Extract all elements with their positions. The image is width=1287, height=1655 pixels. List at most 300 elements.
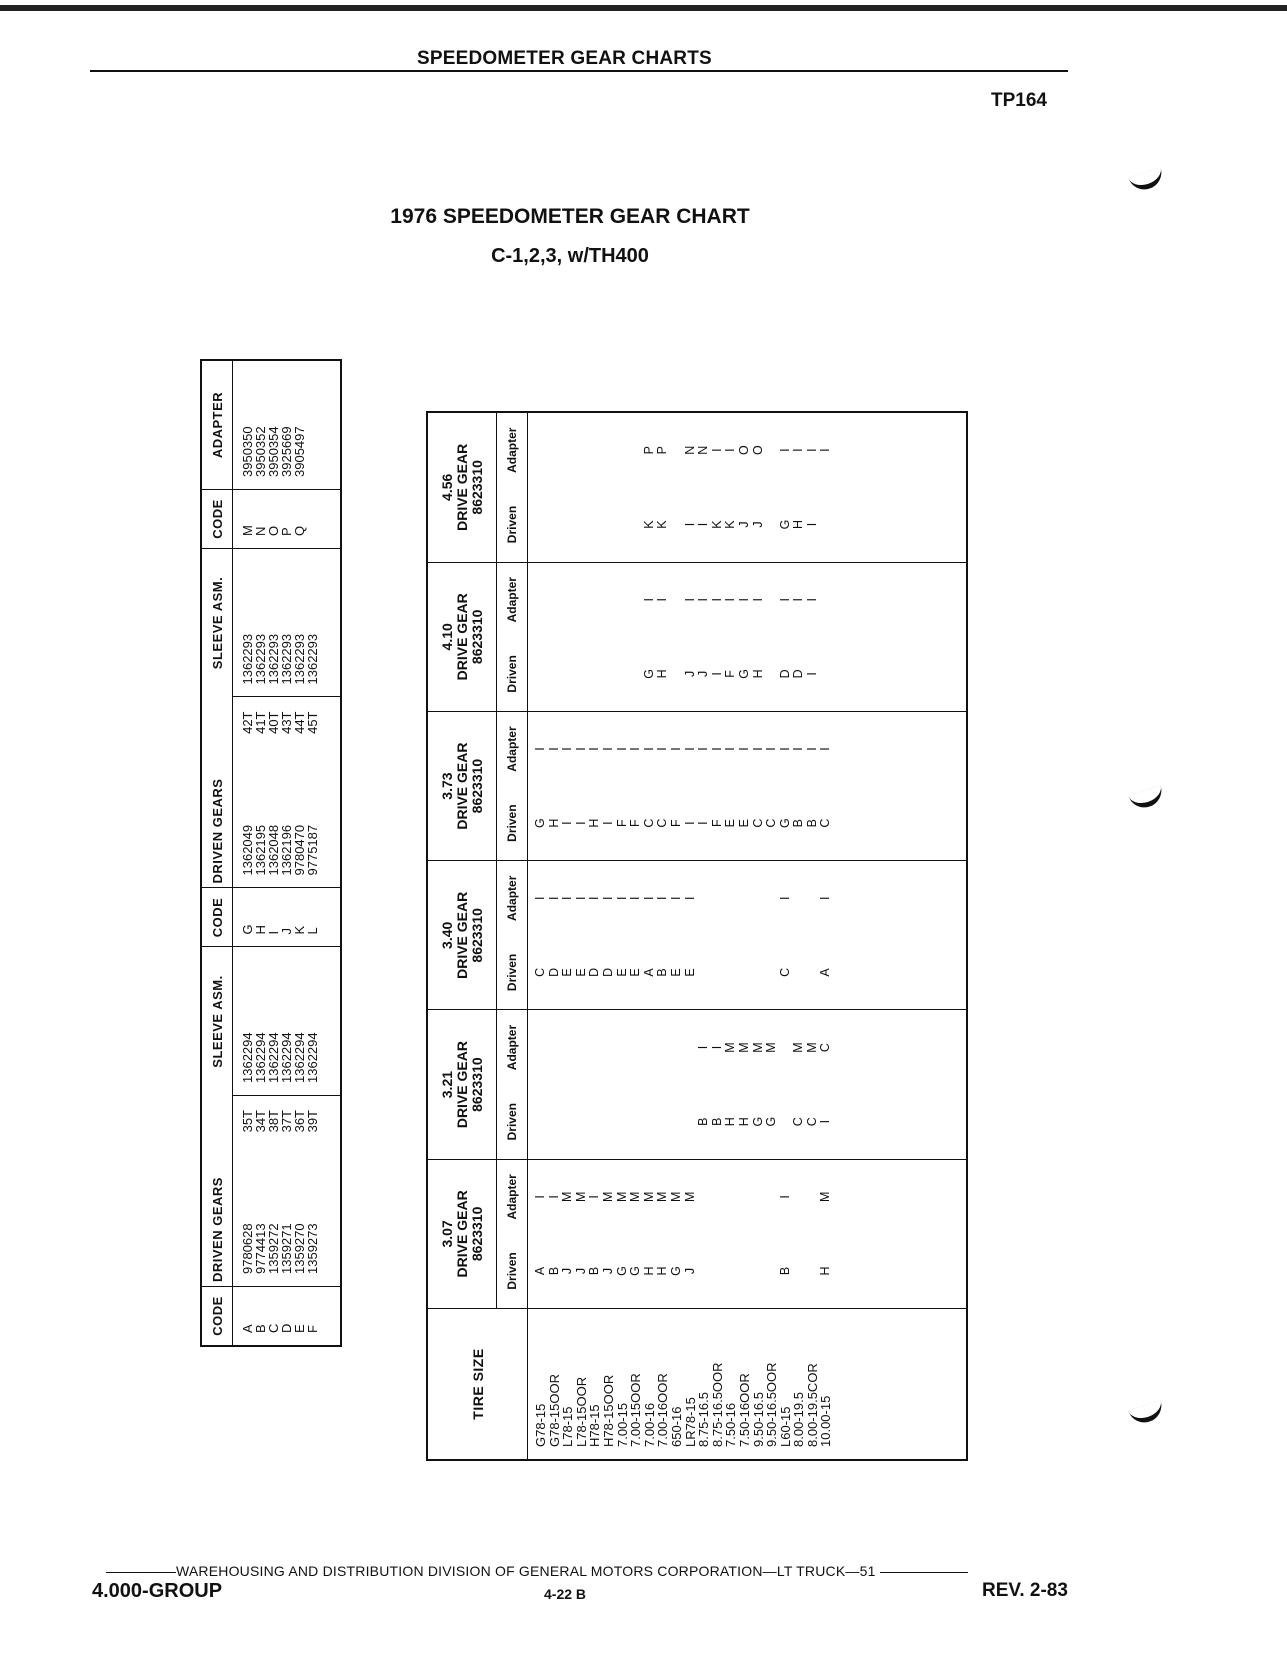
driven-code	[711, 1234, 725, 1308]
driven-code-list	[534, 637, 833, 711]
driven-code: C	[750, 818, 765, 828]
adapter-code-list	[534, 861, 833, 935]
driven-code	[561, 487, 575, 561]
adapter-code: I	[709, 598, 724, 602]
driven-code	[616, 637, 630, 711]
driven-code	[575, 637, 589, 711]
driven-code: C	[804, 1117, 819, 1127]
adapter-code: P	[655, 446, 670, 455]
adapter-code	[602, 563, 616, 637]
tire-size: 8.00-19.5	[791, 1392, 807, 1447]
adapter-code: I	[600, 747, 615, 751]
driven-code: J	[600, 1267, 615, 1275]
driven-code	[684, 1085, 698, 1159]
ratio-header: 4.10 DRIVE GEAR 8623310	[427, 562, 497, 711]
adapter-code: N	[682, 445, 697, 455]
driven-code: H	[791, 520, 806, 530]
adapter-code	[588, 413, 602, 487]
adapter-code: I	[750, 747, 765, 751]
tire-size: 10.00-15	[818, 1395, 834, 1447]
adapter-code: I	[614, 896, 629, 901]
tire-size: LR78-15	[682, 1397, 698, 1447]
adapter-code: I	[587, 896, 602, 901]
header-rule	[90, 70, 1068, 72]
driven-code: E	[560, 968, 575, 977]
tire-size: G78-15OOR	[546, 1374, 562, 1447]
adapter-code: M	[655, 1191, 670, 1203]
adapter-code	[656, 1010, 670, 1084]
adapter-code	[765, 413, 779, 487]
driven-code	[738, 935, 752, 1009]
binder-hole-mark	[1128, 167, 1166, 194]
adapter-code: I	[533, 896, 547, 901]
sub-header: DrivenAdapter	[497, 562, 528, 711]
adapter-code: I	[641, 747, 656, 751]
adapter-code	[724, 1160, 738, 1234]
driven-code: A	[641, 968, 656, 977]
driven-code	[575, 487, 589, 561]
driven-code	[792, 935, 806, 1009]
driven-code: C	[764, 818, 779, 828]
driven-code	[548, 637, 562, 711]
tire-size: G78-15	[533, 1403, 548, 1447]
adapter-code: I	[546, 896, 561, 901]
adapter-code: I	[777, 1195, 792, 1199]
driven-code: K	[641, 520, 656, 529]
col-header: DRIVEN GEARS	[201, 1096, 233, 1287]
driven-code	[779, 1085, 793, 1159]
adapter-code	[561, 563, 575, 637]
driven-code: B	[655, 968, 670, 977]
driven-code	[548, 1085, 562, 1159]
tire-size: 8.75-16.5OOR	[709, 1362, 725, 1447]
col-header: SLEEVE ASM.	[201, 549, 233, 698]
sub-header: DrivenAdapter	[497, 412, 528, 562]
driven-code	[752, 1234, 766, 1308]
sub-header: DrivenAdapter	[497, 1159, 528, 1308]
driven-code: H	[818, 1266, 833, 1276]
driven-code: G	[777, 818, 792, 829]
driven-code: B	[587, 1266, 602, 1276]
adapter-code: I	[682, 747, 697, 751]
adapter-code-list	[534, 563, 833, 637]
driven-code: H	[723, 1117, 738, 1127]
adapter-code: M	[750, 1042, 765, 1053]
driven-code	[588, 637, 602, 711]
col-header: CODE	[201, 1287, 233, 1347]
driven-code	[548, 487, 562, 561]
driven-code: G	[668, 1266, 683, 1276]
col-header: ADAPTER	[201, 360, 233, 490]
driven-code: A	[818, 968, 833, 977]
footer-group: 4.000-GROUP	[92, 1580, 223, 1602]
adapter-code: I	[573, 747, 588, 751]
driven-code: D	[777, 669, 792, 679]
adapter-code	[779, 1010, 793, 1084]
adapter-code: I	[655, 598, 670, 602]
driven-code	[616, 487, 630, 561]
adapter-code: O	[750, 445, 765, 456]
adapter-code: I	[709, 448, 724, 452]
ratio-header: 3.40 DRIVE GEAR 8623310	[427, 861, 497, 1010]
driven-code: J	[750, 521, 765, 528]
driven-code: G	[750, 1116, 765, 1127]
tire-size: H78-15	[587, 1404, 603, 1447]
driven-code	[602, 1085, 616, 1159]
driven-code: I	[682, 821, 697, 825]
adapter-code: I	[804, 448, 819, 452]
driven-code	[575, 1085, 589, 1159]
adapter-code-list	[534, 1010, 833, 1084]
driven-code: G	[614, 1266, 629, 1276]
driven-code: I	[600, 821, 615, 825]
adapter-code: I	[818, 896, 833, 901]
adapter-code-list	[534, 712, 833, 786]
driven-code	[806, 935, 820, 1009]
code-list: M N O P Q	[233, 490, 341, 549]
ratio-column	[528, 711, 968, 860]
driven-code: I	[573, 821, 588, 825]
driven-code: H	[587, 818, 602, 828]
tire-size: 9.50-16.5OOR	[764, 1362, 780, 1447]
driven-code	[792, 1234, 806, 1308]
driven-code: G	[764, 1116, 779, 1127]
driven-code	[629, 637, 643, 711]
adapter-code: I	[723, 598, 738, 602]
adapter-code: I	[546, 747, 561, 751]
driven-code: H	[546, 818, 561, 828]
driven-code	[534, 637, 548, 711]
driven-code: E	[723, 818, 738, 828]
adapter-code: I	[587, 747, 602, 751]
adapter-code	[629, 413, 643, 487]
driven-code: D	[546, 967, 561, 977]
adapter-code	[561, 413, 575, 487]
adapter-code	[670, 413, 684, 487]
col-header: CODE	[201, 490, 233, 549]
driven-code: I	[804, 672, 819, 676]
driven-code-list	[534, 487, 833, 561]
driven-code	[697, 935, 711, 1009]
tire-size: L78-15	[560, 1406, 576, 1447]
adapter-code	[588, 563, 602, 637]
ratio-header: 4.56 DRIVE GEAR 8623310	[427, 412, 497, 562]
driven-code: I	[560, 821, 575, 825]
tire-size: L78-15OOR	[573, 1376, 589, 1447]
tire-size: 8.00-19.5COR	[804, 1363, 820, 1447]
driven-code: F	[668, 819, 683, 827]
adapter-code: I	[696, 598, 711, 602]
tire-size: 650-16	[668, 1406, 684, 1447]
driven-code	[765, 935, 779, 1009]
adapter-code: I	[791, 598, 806, 602]
driven-code	[819, 487, 833, 561]
driven-code: H	[750, 669, 765, 679]
driven-code-list	[534, 935, 833, 1009]
adapter-code	[548, 563, 562, 637]
driven-code	[819, 637, 833, 711]
driven-code	[588, 1085, 602, 1159]
driven-code: K	[709, 520, 724, 529]
driven-code: E	[668, 968, 683, 977]
driven-code: E	[573, 968, 588, 977]
driven-code: I	[804, 522, 819, 527]
driven-code: I	[696, 821, 711, 825]
driven-code: B	[709, 1117, 724, 1126]
driven-code-list	[534, 786, 833, 860]
legend-table-rotated	[200, 359, 342, 1347]
ratio-header: 3.21 DRIVE GEAR 8623310	[427, 1010, 497, 1159]
tire-size: 7.00-15	[614, 1402, 630, 1447]
driven-code	[629, 1085, 643, 1159]
adapter-code: I	[696, 747, 711, 751]
adapter-code: I	[804, 747, 819, 751]
driven-code: D	[791, 669, 806, 679]
adapter-code: I	[533, 747, 547, 751]
driven-code	[670, 487, 684, 561]
adapter-code	[752, 861, 766, 935]
adapter-code	[792, 1160, 806, 1234]
ratio-column	[528, 861, 968, 1010]
adapter-code: I	[655, 747, 670, 751]
adapter-code: I	[736, 598, 751, 602]
adapter-code: I	[818, 747, 833, 751]
adapter-code: M	[764, 1042, 779, 1053]
driven-code	[616, 1085, 630, 1159]
adapter-code	[697, 1160, 711, 1234]
adapter-code: M	[573, 1191, 588, 1203]
adapter-code: I	[655, 896, 670, 901]
tire-size-header: TIRE SIZE	[427, 1309, 528, 1461]
adapter-code: I	[791, 747, 806, 751]
adapter-code: I	[777, 747, 792, 751]
adapter-code: M	[641, 1191, 656, 1203]
adapter-code: I	[709, 1045, 724, 1050]
teeth-list: 42T 41T 40T 43T 44T 45T	[233, 697, 341, 798]
adapter-code	[711, 1160, 725, 1234]
adapter-code: I	[587, 1195, 602, 1199]
driven-code: B	[791, 818, 806, 828]
adapter-code: I	[560, 747, 575, 751]
adapter-code	[561, 1010, 575, 1084]
code-list: A B C D E F	[233, 1287, 341, 1347]
adapter-code	[588, 1010, 602, 1084]
adapter-code: I	[709, 747, 724, 751]
adapter-list: 3950350 3950352 3950354 3925669 3905497	[240, 426, 307, 477]
sleeve-list: 1362293 1362293 1362293 1362293 1362293 1362293	[233, 549, 341, 698]
driven-code: D	[587, 967, 602, 977]
tire-size: L60-15	[777, 1406, 793, 1447]
driven-code: C	[777, 967, 792, 977]
tire-size: 7.00-15OOR	[628, 1373, 644, 1447]
adapter-code: I	[628, 747, 643, 751]
driven-code: J	[736, 521, 751, 528]
driven-code-list	[534, 1234, 833, 1308]
adapter-code: I	[682, 896, 697, 901]
adapter-code: I	[668, 747, 683, 751]
driven-code	[697, 1234, 711, 1308]
adapter-code: I	[764, 747, 779, 751]
adapter-code	[765, 563, 779, 637]
col-header: DRIVEN GEARS	[201, 697, 233, 888]
driven-code: E	[614, 968, 629, 977]
driven-code: B	[546, 1266, 561, 1276]
driven-code	[765, 637, 779, 711]
tire-size: 8.75-16.5	[696, 1392, 712, 1447]
driven-code	[561, 1085, 575, 1159]
driven-code: C	[818, 818, 833, 828]
driven-code	[602, 637, 616, 711]
ratio-column	[528, 1159, 968, 1308]
sub-header: DrivenAdapter	[497, 711, 528, 860]
adapter-code: O	[736, 445, 751, 456]
adapter-code	[765, 1160, 779, 1234]
driven-code	[752, 935, 766, 1009]
adapter-code: M	[723, 1042, 738, 1053]
driven-code: J	[682, 1267, 697, 1275]
chart-subtitle: C-1,2,3, w/TH400	[491, 245, 649, 267]
sub-header: DrivenAdapter	[497, 1010, 528, 1159]
driven-code	[534, 1085, 548, 1159]
driven-code: F	[614, 819, 629, 827]
tire-size-list	[528, 1309, 968, 1461]
driven-code	[765, 1234, 779, 1308]
adapter-code: P	[641, 446, 656, 455]
adapter-code-list	[534, 1160, 833, 1234]
driven-code: F	[628, 819, 643, 827]
footer-credit: WAREHOUSING AND DISTRIBUTION DIVISION OF GENERAL MOTORS CORPORATION—LT TRUCK—51	[106, 1563, 968, 1579]
adapter-code	[697, 861, 711, 935]
ratio-column	[528, 412, 968, 562]
adapter-code	[575, 1010, 589, 1084]
chart-title: 1976 SPEEDOMETER GEAR CHART	[390, 205, 750, 228]
part-list: 9780628 9774413 1359272 1359271 1359270 1359273	[240, 1223, 320, 1274]
adapter-code	[629, 1010, 643, 1084]
ratio-header: 3.07 DRIVE GEAR 8623310	[427, 1159, 497, 1308]
adapter-code: I	[791, 448, 806, 452]
adapter-code	[670, 563, 684, 637]
tire-size: 7.50-16OOR	[736, 1373, 752, 1447]
tire-size: 7.50-16	[723, 1402, 739, 1447]
adapter-code: I	[777, 448, 792, 452]
driven-code: F	[709, 819, 724, 827]
part-list: 1362049 1362195 1362048 1362196 9780470 9775187	[240, 824, 320, 876]
adapter-code: I	[723, 747, 738, 751]
adapter-code	[534, 563, 548, 637]
driven-code: I	[709, 672, 724, 676]
adapter-code	[711, 861, 725, 935]
driven-code: I	[818, 1119, 833, 1124]
legend-table	[200, 359, 342, 1347]
adapter-code	[670, 1010, 684, 1084]
adapter-code	[724, 861, 738, 935]
driven-code: K	[655, 520, 670, 529]
driven-code: G	[628, 1266, 643, 1276]
adapter-code: M	[668, 1191, 683, 1203]
tire-size: 7.00-16	[641, 1402, 657, 1447]
driven-code: I	[696, 522, 711, 527]
driven-code: B	[696, 1117, 711, 1126]
adapter-code: I	[804, 598, 819, 602]
driven-code: E	[682, 968, 697, 977]
adapter-code: M	[614, 1191, 629, 1203]
col-header: SLEEVE ASM.	[201, 947, 233, 1096]
adapter-code	[629, 563, 643, 637]
adapter-code	[616, 413, 630, 487]
driven-code: B	[804, 818, 819, 828]
adapter-code	[806, 861, 820, 935]
driven-code: C	[641, 818, 656, 828]
adapter-code	[752, 1160, 766, 1234]
adapter-code: I	[668, 896, 683, 901]
gear-chart-table	[426, 411, 968, 1461]
adapter-code: I	[750, 598, 765, 602]
driven-code	[806, 1234, 820, 1308]
adapter-code: M	[600, 1191, 615, 1203]
driven-code: K	[723, 520, 738, 529]
driven-code: H	[655, 669, 670, 679]
driven-code	[643, 1085, 657, 1159]
adapter-code	[534, 1010, 548, 1084]
adapter-code: M	[818, 1191, 833, 1203]
driven-code	[534, 487, 548, 561]
adapter-code: I	[682, 598, 697, 602]
driven-code: J	[696, 670, 711, 677]
tire-size: H78-15OOR	[600, 1374, 616, 1447]
adapter-code	[548, 1010, 562, 1084]
footer-page-number: 4-22 B	[544, 1586, 587, 1602]
adapter-code	[616, 1010, 630, 1084]
driven-code	[561, 637, 575, 711]
adapter-code: I	[628, 896, 643, 901]
tire-size: 7.00-16OOR	[655, 1373, 671, 1447]
adapter-code: M	[804, 1042, 819, 1053]
driven-code	[765, 487, 779, 561]
page-code: TP164	[991, 90, 1047, 111]
ratio-column	[528, 1010, 968, 1159]
driven-code: I	[682, 522, 697, 527]
adapter-code: I	[560, 896, 575, 901]
adapter-code: M	[736, 1042, 751, 1053]
driven-code-list	[534, 1085, 833, 1159]
adapter-code	[819, 563, 833, 637]
adapter-code	[575, 413, 589, 487]
adapter-code	[684, 1010, 698, 1084]
col-header: CODE	[201, 888, 233, 947]
binder-hole-mark	[1128, 1400, 1166, 1427]
adapter-code	[643, 1010, 657, 1084]
adapter-code: I	[546, 1195, 561, 1199]
teeth-list: 35T 34T 38T 37T 36T 39T	[233, 1096, 341, 1197]
adapter-code-list	[534, 413, 833, 487]
adapter-code	[806, 1160, 820, 1234]
adapter-code: I	[736, 747, 751, 751]
adapter-code	[765, 861, 779, 935]
adapter-code	[738, 1160, 752, 1234]
driven-code: H	[655, 1266, 670, 1276]
adapter-code: I	[696, 1045, 711, 1050]
driven-code	[588, 487, 602, 561]
sub-header: DrivenAdapter	[497, 861, 528, 1010]
sleeve-list: 1362294 1362294 1362294 1362294 1362294 1362294	[233, 947, 341, 1096]
adapter-code: I	[818, 448, 833, 452]
adapter-code: I	[614, 747, 629, 751]
adapter-code	[602, 413, 616, 487]
scan-top-edge	[0, 5, 1287, 11]
driven-code: E	[628, 968, 643, 977]
adapter-code: M	[628, 1191, 643, 1203]
adapter-code	[616, 563, 630, 637]
